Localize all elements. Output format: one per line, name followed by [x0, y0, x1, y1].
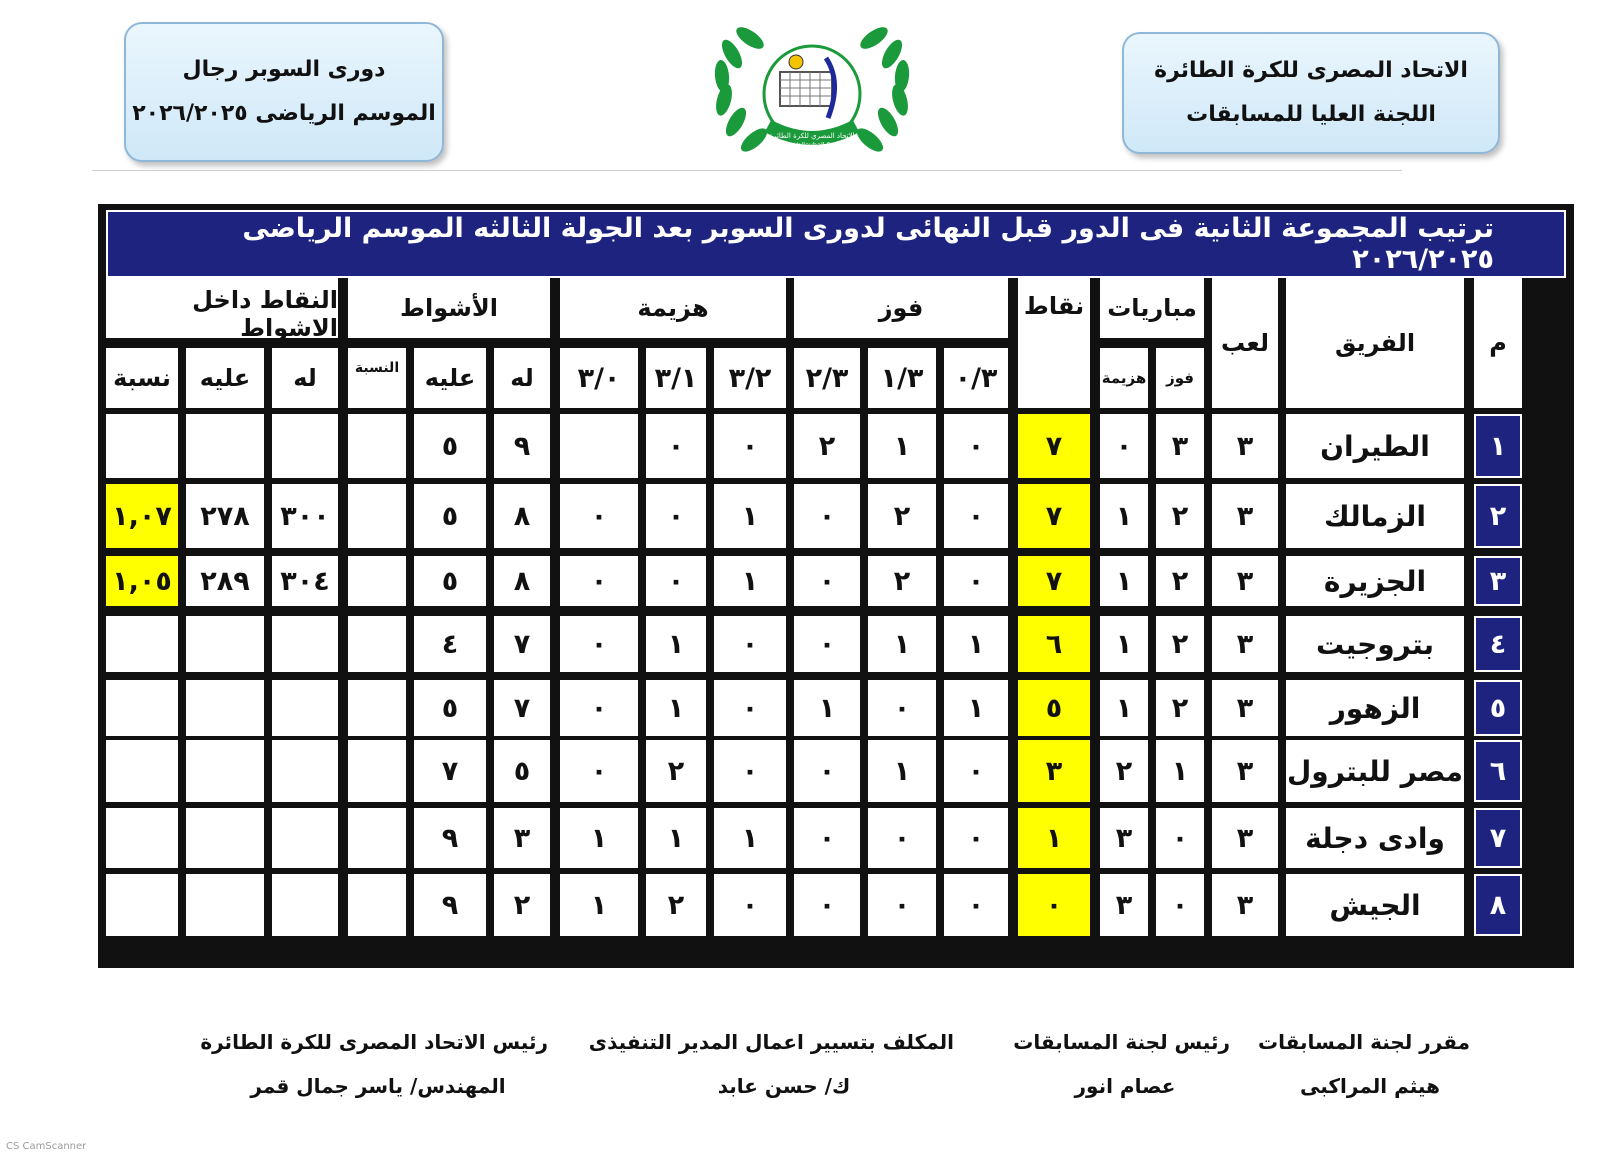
header-played: لعب: [1212, 278, 1278, 408]
cell-points: ٣: [1018, 740, 1090, 802]
cell-rank: ١: [1474, 414, 1522, 478]
cell-sets-ratio: [348, 808, 406, 868]
cell-loss-0-3: ٠: [560, 680, 638, 736]
signature-title: مقرر لجنة المسابقات: [1257, 1030, 1470, 1054]
cell-win-3-1: ٠: [868, 808, 936, 868]
cell-win-3-0: ٠: [944, 740, 1008, 802]
cell-loss-0-3: ٠: [560, 484, 638, 548]
cell-loss-0-3: ٠: [560, 740, 638, 802]
cell-loss-2-3: ١: [714, 808, 786, 868]
federation-logo: [696, 22, 928, 164]
header-win-3-1: ١/٣: [868, 348, 936, 408]
header-sets-against: عليه: [414, 348, 486, 408]
cell-loss-1-3: ١: [646, 616, 706, 672]
cell-loss-2-3: ٠: [714, 680, 786, 736]
season-label: الموسم الرياضى ٢٠٢٦/٢٠٢٥: [132, 101, 436, 126]
cell-matches-lost: ٠: [1100, 414, 1148, 478]
cell-sets-against: ٩: [414, 808, 486, 868]
cell-win-3-2: ٠: [794, 616, 860, 672]
cell-sets-against: ٩: [414, 874, 486, 936]
cell-rank: ٦: [1474, 740, 1522, 802]
cell-points-against: [186, 808, 264, 868]
signature-committee-head: [1013, 1020, 1230, 1108]
cell-loss-2-3: ١: [714, 484, 786, 548]
cell-team: مصر للبترول: [1286, 740, 1464, 802]
header-points-ratio: نسبة: [106, 348, 178, 408]
cell-win-3-1: ٠: [868, 680, 936, 736]
cell-team: الطيران: [1286, 414, 1464, 478]
cell-points-for: ٣٠٠: [272, 484, 338, 548]
cell-rank: ٥: [1474, 680, 1522, 736]
cell-played: ٣: [1212, 484, 1278, 548]
signature-executive: [588, 1020, 954, 1108]
cell-sets-for: ٣: [494, 808, 550, 868]
cell-loss-0-3: ٠: [560, 616, 638, 672]
scanner-mark-text: CS CamScanner: [6, 1141, 87, 1152]
cell-sets-for: ٧: [494, 680, 550, 736]
cell-loss-1-3: ١: [646, 808, 706, 868]
cell-sets-for: ٢: [494, 874, 550, 936]
header-loss: هزيمة: [560, 278, 786, 338]
header-sets: الأشواط: [348, 278, 550, 338]
cell-rank: ٧: [1474, 808, 1522, 868]
cell-sets-ratio: [348, 556, 406, 606]
cell-rank: ٤: [1474, 616, 1522, 672]
cell-sets-ratio: [348, 680, 406, 736]
cell-sets-against: ٥: [414, 556, 486, 606]
header-loss-0-3: ٣/٠: [560, 348, 638, 408]
cell-loss-0-3: ١: [560, 808, 638, 868]
cell-sets-for: ٧: [494, 616, 550, 672]
cell-sets-for: ٥: [494, 740, 550, 802]
cell-points-for: [272, 740, 338, 802]
cell-sets-for: ٨: [494, 484, 550, 548]
cell-win-3-0: ٠: [944, 874, 1008, 936]
cell-matches-lost: ١: [1100, 680, 1148, 736]
cell-played: ٣: [1212, 740, 1278, 802]
cell-points-ratio: [106, 680, 178, 736]
header-points-for: له: [272, 348, 338, 408]
cell-played: ٣: [1212, 556, 1278, 606]
cell-points-against: ٢٧٨: [186, 484, 264, 548]
header-points-against: عليه: [186, 348, 264, 408]
cell-points-against: ٢٨٩: [186, 556, 264, 606]
header-win-3-0: ٠/٣: [944, 348, 1008, 408]
header-divider: [92, 170, 1402, 171]
cell-win-3-2: ١: [794, 680, 860, 736]
scanner-watermark: [6, 1141, 86, 1152]
cell-win-3-2: ٠: [794, 874, 860, 936]
cell-team: الجزيرة: [1286, 556, 1464, 606]
league-name: دورى السوبر رجال: [182, 57, 386, 82]
cell-points-ratio: ١,٠٧: [106, 484, 178, 548]
cell-matches-won: ٣: [1156, 414, 1204, 478]
header-set-points: النقاط داخل الاشواط: [106, 278, 338, 338]
cell-points-for: [272, 616, 338, 672]
league-header-box: [124, 22, 444, 162]
cell-points-against: [186, 740, 264, 802]
cell-win-3-0: ٠: [944, 414, 1008, 478]
cell-played: ٣: [1212, 874, 1278, 936]
cell-points-against: [186, 414, 264, 478]
cell-team: الزهور: [1286, 680, 1464, 736]
header-matches-loss: هزيمة: [1100, 348, 1148, 408]
header-loss-2-3: ٣/٢: [714, 348, 786, 408]
cell-points: ٠: [1018, 874, 1090, 936]
federation-name: الاتحاد المصرى للكرة الطائرة: [1154, 58, 1468, 83]
cell-points-for: [272, 680, 338, 736]
cell-points-ratio: [106, 808, 178, 868]
cell-points: ١: [1018, 808, 1090, 868]
cell-matches-lost: ١: [1100, 556, 1148, 606]
cell-win-3-0: ١: [944, 680, 1008, 736]
signature-name: عصام انور: [1074, 1074, 1176, 1098]
cell-win-3-0: ٠: [944, 556, 1008, 606]
cell-points-for: ٣٠٤: [272, 556, 338, 606]
cell-sets-against: ٥: [414, 680, 486, 736]
cell-win-3-2: ٠: [794, 556, 860, 606]
cell-win-3-2: ٠: [794, 484, 860, 548]
cell-win-3-1: ١: [868, 616, 936, 672]
signature-title: المكلف بتسيير اعمال المدير التنفيذى: [588, 1030, 954, 1054]
cell-points: ٧: [1018, 556, 1090, 606]
cell-points: ٧: [1018, 414, 1090, 478]
header-win-3-2: ٢/٣: [794, 348, 860, 408]
cell-sets-ratio: [348, 616, 406, 672]
cell-matches-won: ١: [1156, 740, 1204, 802]
cell-points-ratio: [106, 414, 178, 478]
header-loss-1-3: ٣/١: [646, 348, 706, 408]
signature-name: هيثم المراكبى: [1300, 1074, 1440, 1098]
header-win: فوز: [794, 278, 1008, 338]
cell-loss-0-3: [560, 414, 638, 478]
cell-sets-for: ٩: [494, 414, 550, 478]
cell-win-3-0: ٠: [944, 808, 1008, 868]
signature-rapporteur: [1257, 1020, 1470, 1108]
signature-name: المهندس/ ياسر جمال قمر: [250, 1074, 506, 1098]
cell-win-3-1: ٢: [868, 484, 936, 548]
cell-points-against: [186, 680, 264, 736]
header-matches-win: فوز: [1156, 348, 1204, 408]
cell-played: ٣: [1212, 808, 1278, 868]
cell-loss-2-3: ٠: [714, 616, 786, 672]
federation-header-box: [1122, 32, 1500, 154]
cell-rank: ٨: [1474, 874, 1522, 936]
cell-loss-0-3: ١: [560, 874, 638, 936]
standings-table: [98, 204, 1574, 968]
committee-name: اللجنة العليا للمسابقات: [1186, 102, 1436, 127]
cell-sets-against: ٧: [414, 740, 486, 802]
cell-points-ratio: [106, 616, 178, 672]
cell-loss-1-3: ١: [646, 680, 706, 736]
cell-matches-won: ٢: [1156, 680, 1204, 736]
cell-win-3-0: ٠: [944, 484, 1008, 548]
header-matches: مباريات: [1100, 278, 1204, 338]
header-rank: م: [1474, 278, 1522, 408]
cell-matches-won: ٢: [1156, 556, 1204, 606]
cell-matches-lost: ٣: [1100, 874, 1148, 936]
cell-loss-1-3: ٢: [646, 740, 706, 802]
cell-team: بتروجيت: [1286, 616, 1464, 672]
cell-matches-lost: ١: [1100, 484, 1148, 548]
cell-loss-1-3: ٠: [646, 484, 706, 548]
cell-win-3-1: ٢: [868, 556, 936, 606]
cell-win-3-0: ١: [944, 616, 1008, 672]
cell-team: وادى دجلة: [1286, 808, 1464, 868]
cell-points: ٧: [1018, 484, 1090, 548]
cell-sets-for: ٨: [494, 556, 550, 606]
cell-win-3-2: ٢: [794, 414, 860, 478]
cell-win-3-2: ٠: [794, 740, 860, 802]
header-sets-ratio: النسبة: [348, 348, 406, 408]
cell-points-against: [186, 874, 264, 936]
cell-points: ٦: [1018, 616, 1090, 672]
cell-points-ratio: [106, 740, 178, 802]
signature-title: رئيس الاتحاد المصرى للكرة الطائرة: [200, 1030, 548, 1054]
cell-rank: ٣: [1474, 556, 1522, 606]
cell-loss-0-3: ٠: [560, 556, 638, 606]
cell-loss-2-3: ٠: [714, 874, 786, 936]
cell-loss-1-3: ٠: [646, 556, 706, 606]
cell-loss-2-3: ٠: [714, 740, 786, 802]
logo-arabic-text: الإتحاد المصري للكرة الطائرة: [769, 132, 855, 140]
cell-win-3-1: ١: [868, 414, 936, 478]
logo-english-text: Egyptian Volleyball Federation: [762, 141, 862, 149]
cell-matches-lost: ٢: [1100, 740, 1148, 802]
cell-played: ٣: [1212, 616, 1278, 672]
cell-sets-against: ٤: [414, 616, 486, 672]
cell-played: ٣: [1212, 680, 1278, 736]
cell-matches-won: ٢: [1156, 484, 1204, 548]
cell-sets-against: ٥: [414, 484, 486, 548]
cell-sets-against: ٥: [414, 414, 486, 478]
cell-matches-lost: ٣: [1100, 808, 1148, 868]
cell-points-ratio: [106, 874, 178, 936]
cell-loss-2-3: ١: [714, 556, 786, 606]
cell-points-for: [272, 874, 338, 936]
cell-points-against: [186, 616, 264, 672]
cell-points: ٥: [1018, 680, 1090, 736]
signature-name: ك/ حسن عابد: [717, 1074, 851, 1098]
cell-matches-won: ٠: [1156, 874, 1204, 936]
table-title: ترتيب المجموعة الثانية فى الدور قبل النهائى لدورى السوبر بعد الجولة الثالثه الموسم الرياضى ٢٠٢٦/٢٠٢٥: [106, 210, 1566, 278]
cell-points-for: [272, 414, 338, 478]
cell-played: ٣: [1212, 414, 1278, 478]
cell-rank: ٢: [1474, 484, 1522, 548]
cell-sets-ratio: [348, 874, 406, 936]
cell-win-3-1: ١: [868, 740, 936, 802]
cell-sets-ratio: [348, 740, 406, 802]
header-points: نقاط: [1018, 278, 1090, 408]
cell-team: الجيش: [1286, 874, 1464, 936]
signature-president: [200, 1020, 548, 1108]
cell-loss-1-3: ٠: [646, 414, 706, 478]
cell-points-ratio: ١,٠٥: [106, 556, 178, 606]
cell-sets-ratio: [348, 484, 406, 548]
cell-sets-ratio: [348, 414, 406, 478]
cell-win-3-2: ٠: [794, 808, 860, 868]
cell-matches-lost: ١: [1100, 616, 1148, 672]
header-team: الفريق: [1286, 278, 1464, 408]
cell-loss-2-3: ٠: [714, 414, 786, 478]
signatures: [0, 1030, 1600, 1120]
header-sets-for: له: [494, 348, 550, 408]
cell-win-3-1: ٠: [868, 874, 936, 936]
signature-title: رئيس لجنة المسابقات: [1013, 1030, 1230, 1054]
cell-points-for: [272, 808, 338, 868]
cell-matches-won: ٠: [1156, 808, 1204, 868]
cell-team: الزمالك: [1286, 484, 1464, 548]
cell-matches-won: ٢: [1156, 616, 1204, 672]
cell-loss-1-3: ٢: [646, 874, 706, 936]
